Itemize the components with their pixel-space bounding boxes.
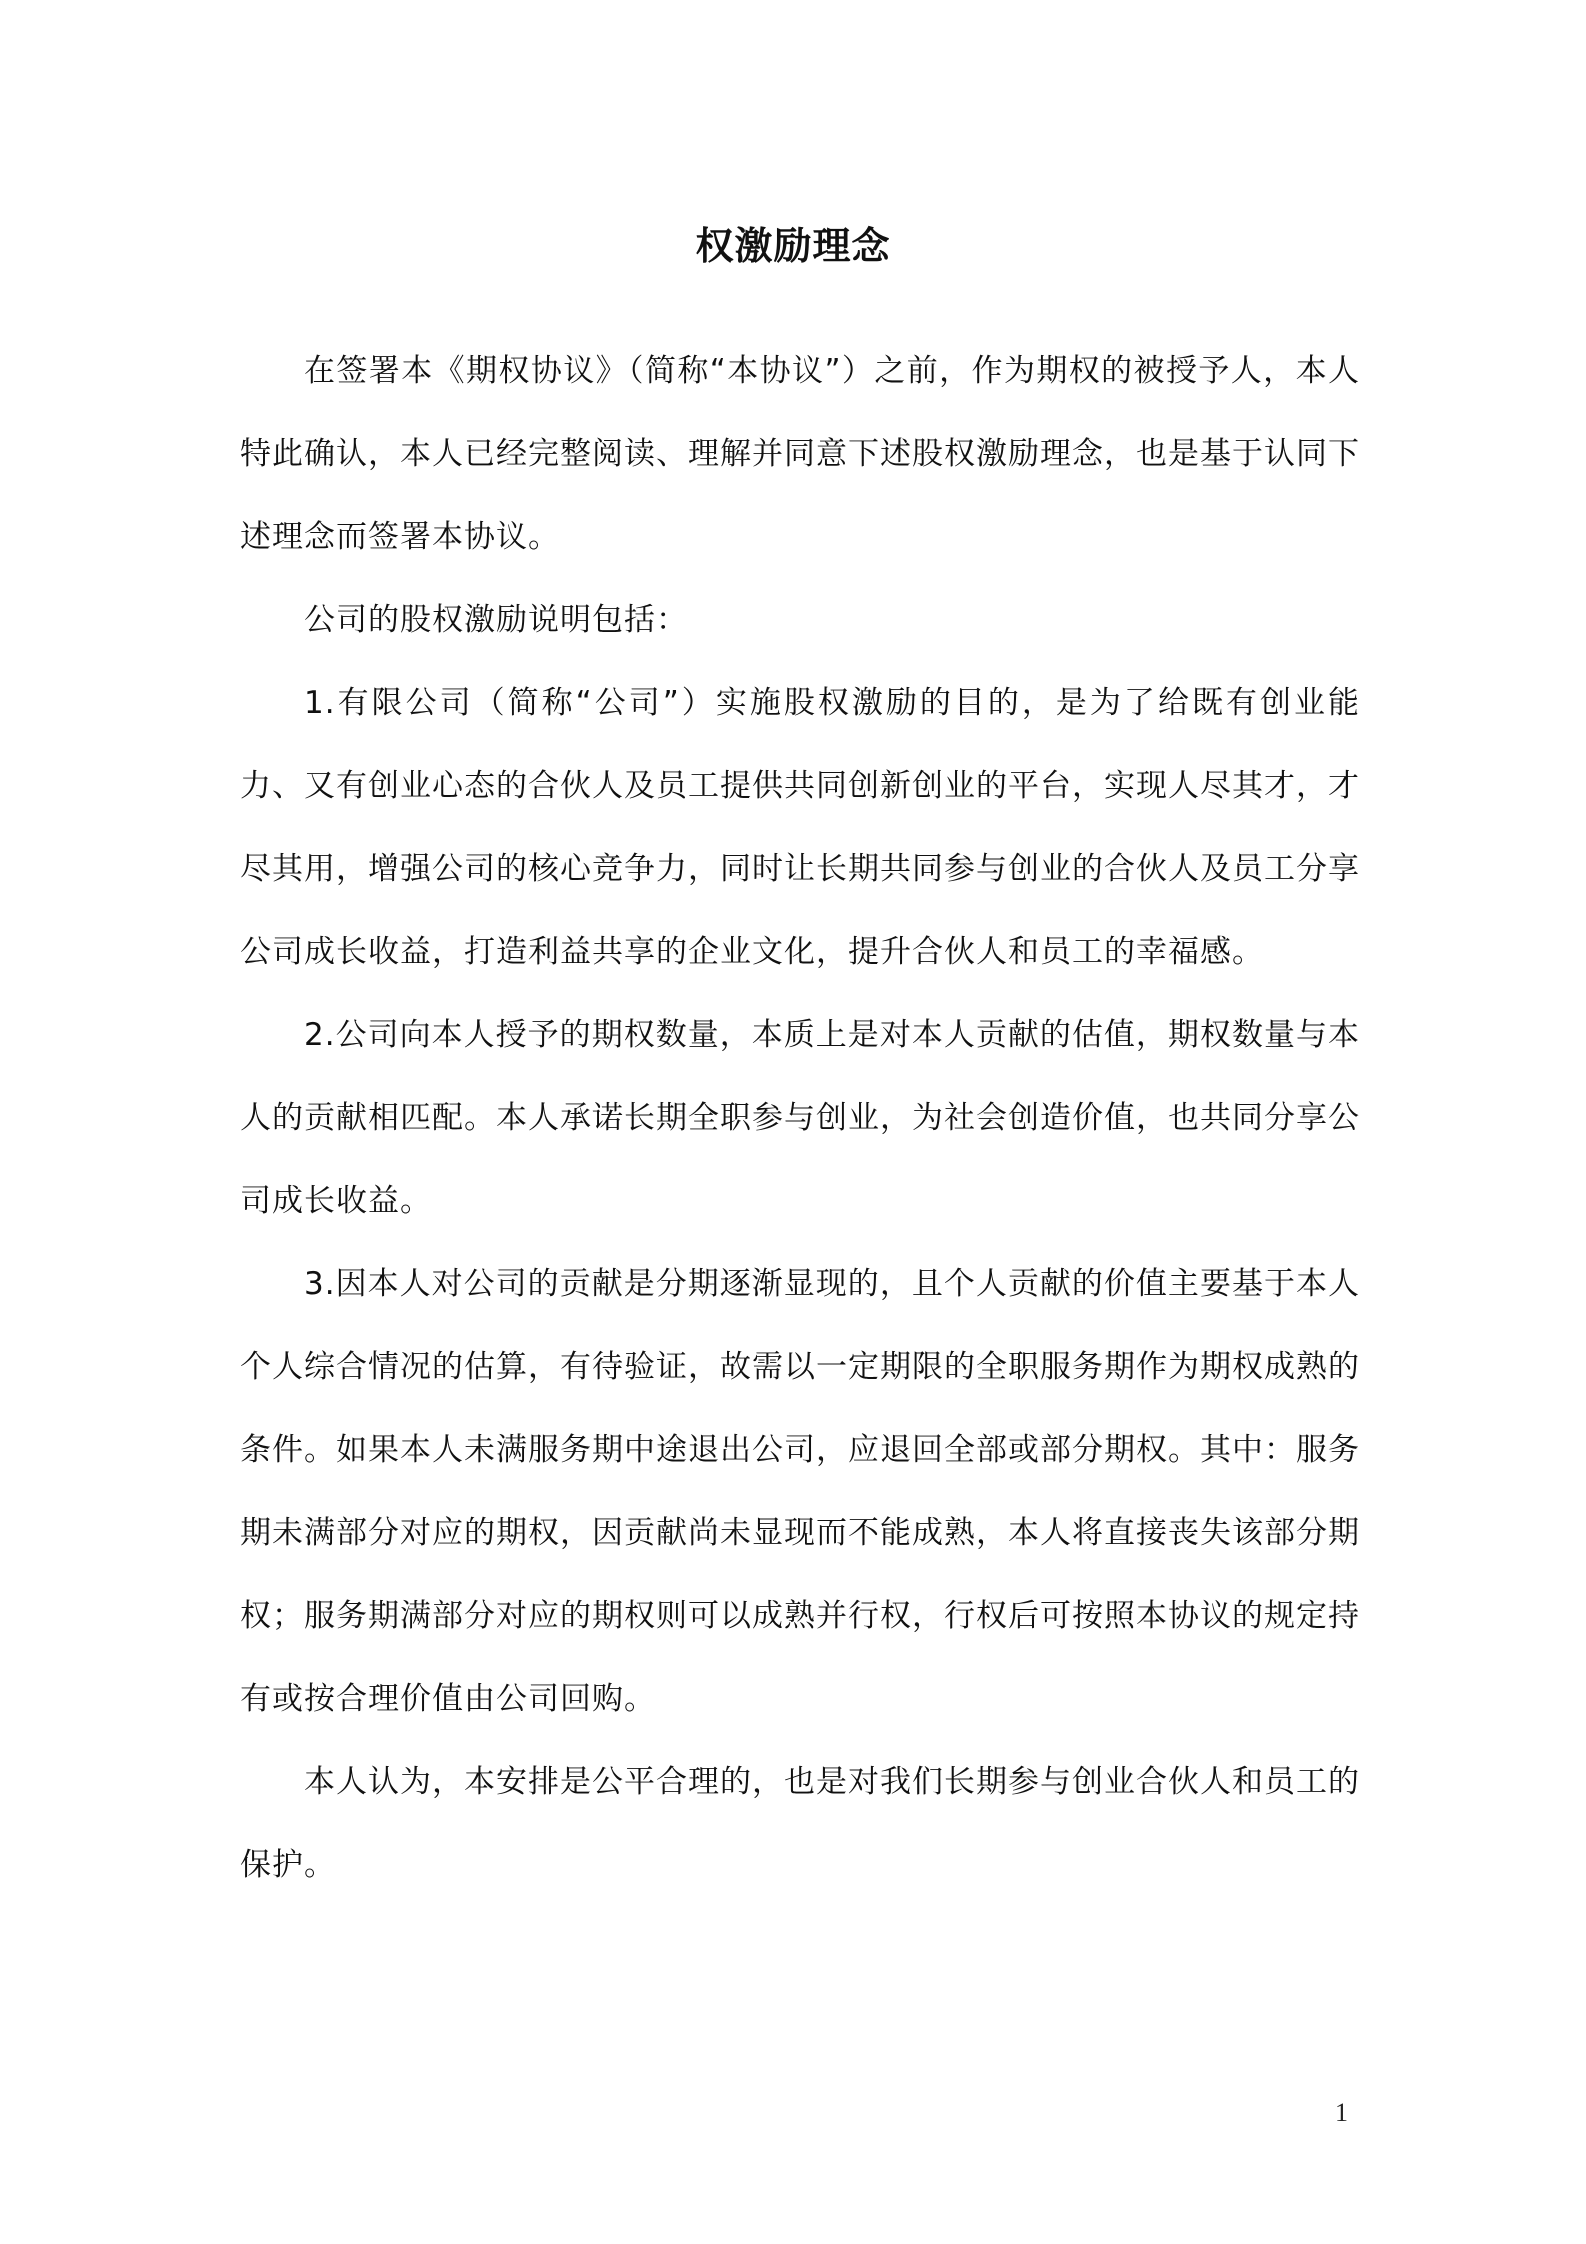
paragraph-explanation-heading: 公司的股权激励说明包括： [304, 602, 688, 638]
paragraph-intro: 在签署本《期权协议》（简称“本协议”）之前，作为期权的被授予人，本人特此确认，本人已经完整阅读、理解并同意下述股权激励理念，也是基于认同下述理念而签署本协议。 [240, 353, 1360, 555]
document-title: 权激励理念 [695, 224, 891, 268]
paragraph-conclusion: 本人认为，本安排是公平合理的，也是对我们长期参与创业合伙人和员工的保护。 [240, 1764, 1360, 1883]
page-number: 1 [1335, 2098, 1348, 2127]
paragraph-item-1: 1.有限公司（简称“公司”）实施股权激励的目的，是为了给既有创业能力、又有创业心态的合伙人及员工提供共同创新创业的平台，实现人尽其才，才尽其用，增强公司的核心竞争力，同时让长期共同参与创业的合伙人及员工分享公司成长收益，打造利益共享的企业文化，提升合伙人和员工的幸福感。 [240, 685, 1360, 970]
paragraph-item-3: 3.因本人对公司的贡献是分期逐渐显现的，且个人贡献的价值主要基于本人个人综合情况的估算，有待验证，故需以一定期限的全职服务期作为期权成熟的条件。如果本人未满服务期中途退出公司，应退回全部或部分期权。其中：服务期未满部分对应的期权，因贡献尚未显现而不能成熟，本人将直接丧失该部分期权；服务期满部分对应的期权则可以成熟并行权，行权后可按照本协议的规定持有或按合理价值由公司回购。 [240, 1266, 1360, 1717]
document-body [240, 330, 1360, 1907]
paragraph-item-2: 2.公司向本人授予的期权数量，本质上是对本人贡献的估值，期权数量与本人的贡献相匹配。本人承诺长期全职参与创业，为社会创造价值，也共同分享公司成长收益。 [240, 1017, 1360, 1219]
